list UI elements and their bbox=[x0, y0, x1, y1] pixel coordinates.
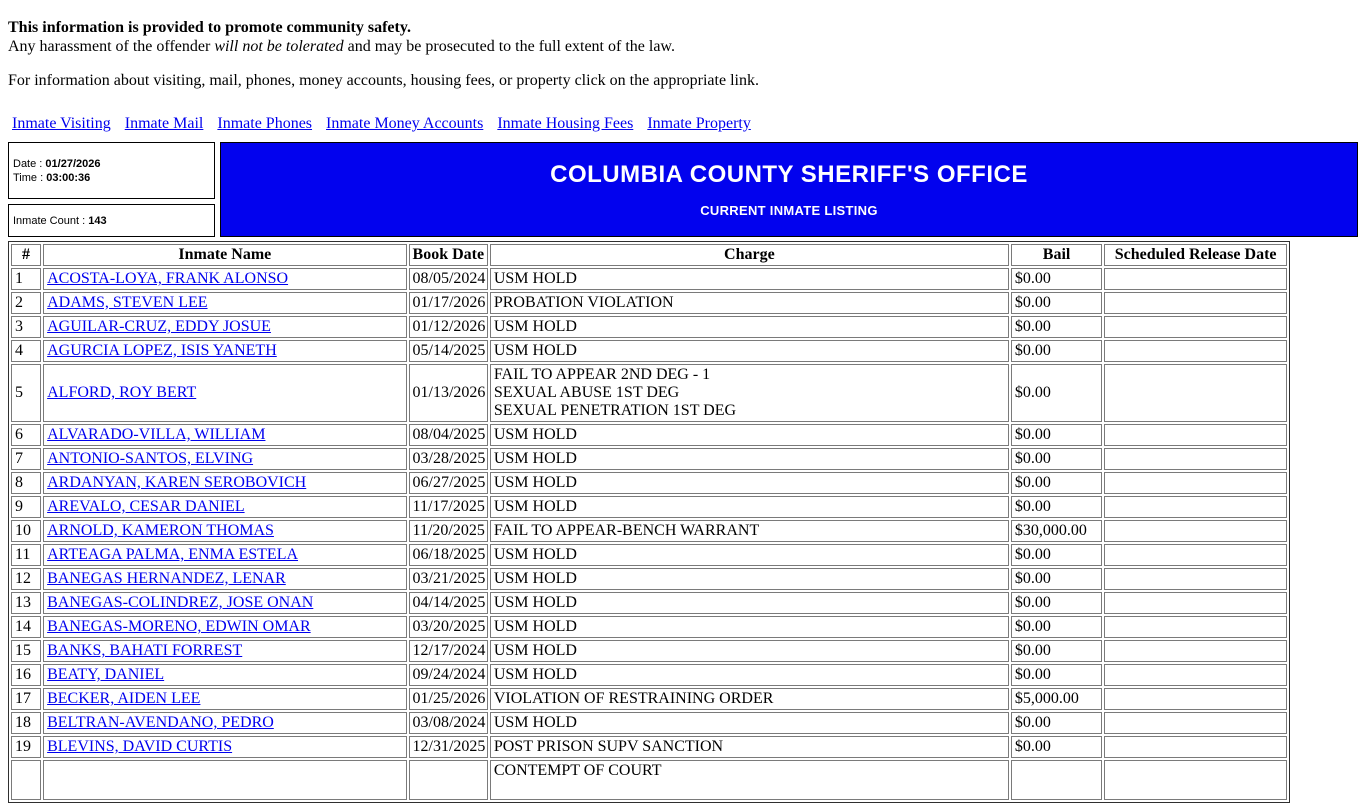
bail-cell: $0.00 bbox=[1011, 424, 1102, 446]
inmate-number-cell: 3 bbox=[11, 316, 41, 338]
charge-cell bbox=[490, 292, 1009, 314]
charge-line: FAIL TO APPEAR-BENCH WARRANT bbox=[493, 522, 760, 539]
inmate-number-cell: 7 bbox=[11, 448, 41, 470]
link-inmate-money-accounts[interactable]: Inmate Money Accounts bbox=[326, 115, 484, 132]
bail-cell: $0.00 bbox=[1011, 340, 1102, 362]
column-header-inmate-name: Inmate Name bbox=[43, 244, 406, 266]
column-header-number: # bbox=[11, 244, 41, 266]
release-date-cell bbox=[1104, 316, 1287, 338]
inmate-name-cell bbox=[43, 292, 406, 314]
book-date-cell: 12/31/2025 bbox=[409, 736, 488, 758]
table-header-row bbox=[11, 244, 1287, 266]
harassment-warning-italic: will not be tolerated bbox=[214, 38, 344, 55]
inmate-name-cell bbox=[43, 316, 406, 338]
inmate-name-cell bbox=[43, 592, 406, 614]
release-date-cell bbox=[1104, 688, 1287, 710]
table-row bbox=[11, 568, 1287, 590]
release-date-cell bbox=[1104, 364, 1287, 422]
link-inmate-housing-fees[interactable]: Inmate Housing Fees bbox=[497, 115, 634, 132]
inmate-number-cell: 9 bbox=[11, 496, 41, 518]
time-value: 03:00:36 bbox=[46, 171, 91, 184]
inmate-number-cell: 14 bbox=[11, 616, 41, 638]
book-date-cell: 03/28/2025 bbox=[409, 448, 488, 470]
bail-cell: $0.00 bbox=[1011, 736, 1102, 758]
release-date-cell bbox=[1104, 472, 1287, 494]
inmate-name-link[interactable]: BANEGAS-COLINDREZ, JOSE ONAN bbox=[47, 594, 314, 611]
charge-cell bbox=[490, 424, 1009, 446]
inmate-name-link[interactable]: ARNOLD, KAMERON THOMAS bbox=[47, 522, 274, 539]
charge-line: USM HOLD bbox=[493, 270, 577, 287]
date-line bbox=[13, 157, 210, 171]
release-date-cell bbox=[1104, 268, 1287, 290]
charge-cell bbox=[490, 664, 1009, 686]
inmate-name-link[interactable]: ARTEAGA PALMA, ENMA ESTELA bbox=[47, 546, 299, 563]
office-banner-title: COLUMBIA COUNTY SHERIFF'S OFFICE bbox=[550, 161, 1028, 188]
inmate-number-cell: 8 bbox=[11, 472, 41, 494]
table-row bbox=[11, 424, 1287, 446]
table-row bbox=[11, 736, 1287, 758]
inmate-name-link[interactable]: BANKS, BAHATI FORREST bbox=[47, 642, 243, 659]
charge-cell bbox=[490, 640, 1009, 662]
inmate-number-cell: 19 bbox=[11, 736, 41, 758]
header-left bbox=[8, 142, 215, 237]
table-row bbox=[11, 520, 1287, 542]
bail-cell: $0.00 bbox=[1011, 568, 1102, 590]
inmate-name-cell bbox=[43, 496, 406, 518]
info-line: For information about visiting, mail, phones, money accounts, housing fees, or property click on the appropriate link. bbox=[8, 72, 759, 89]
inmate-number-cell: 5 bbox=[11, 364, 41, 422]
bail-cell: $0.00 bbox=[1011, 268, 1102, 290]
charge-line: FAIL TO APPEAR 2ND DEG - 1 bbox=[493, 366, 711, 383]
book-date-cell: 01/13/2026 bbox=[409, 364, 488, 422]
bail-cell: $0.00 bbox=[1011, 712, 1102, 734]
charge-cell bbox=[490, 340, 1009, 362]
book-date-cell: 03/20/2025 bbox=[409, 616, 488, 638]
safety-notice bbox=[8, 18, 1358, 56]
release-date-cell bbox=[1104, 712, 1287, 734]
inmate-name-cell bbox=[43, 364, 406, 422]
charge-line: USM HOLD bbox=[493, 426, 577, 443]
charge-cell bbox=[490, 592, 1009, 614]
release-date-cell bbox=[1104, 340, 1287, 362]
book-date-cell: 03/08/2024 bbox=[409, 712, 488, 734]
inmate-name-link[interactable]: ARDANYAN, KAREN SEROBOVICH bbox=[47, 474, 307, 491]
table-row bbox=[11, 760, 1287, 800]
release-date-cell bbox=[1104, 568, 1287, 590]
inmate-name-link[interactable]: ANTONIO-SANTOS, ELVING bbox=[47, 450, 254, 467]
column-header-bail: Bail bbox=[1011, 244, 1102, 266]
charge-line: USM HOLD bbox=[493, 318, 577, 335]
book-date-cell: 04/14/2025 bbox=[409, 592, 488, 614]
inmate-number-cell: 2 bbox=[11, 292, 41, 314]
table-row bbox=[11, 640, 1287, 662]
charge-line: USM HOLD bbox=[493, 666, 577, 683]
book-date-cell: 08/04/2025 bbox=[409, 424, 488, 446]
charge-cell bbox=[490, 760, 1009, 800]
charge-cell bbox=[490, 736, 1009, 758]
release-date-cell bbox=[1104, 448, 1287, 470]
bail-cell: $30,000.00 bbox=[1011, 520, 1102, 542]
inmate-name-cell bbox=[43, 520, 406, 542]
inmate-table-body bbox=[11, 268, 1287, 800]
charge-cell bbox=[490, 316, 1009, 338]
inmate-name-link[interactable]: BECKER, AIDEN LEE bbox=[47, 690, 201, 707]
charge-line: PROBATION VIOLATION bbox=[493, 294, 674, 311]
table-row bbox=[11, 712, 1287, 734]
charge-line: USM HOLD bbox=[493, 498, 577, 515]
table-row bbox=[11, 292, 1287, 314]
charge-cell bbox=[490, 616, 1009, 638]
bail-cell: $0.00 bbox=[1011, 364, 1102, 422]
inmate-name-link[interactable]: ALFORD, ROY BERT bbox=[47, 384, 197, 401]
book-date-cell bbox=[409, 760, 488, 800]
book-date-cell: 09/24/2024 bbox=[409, 664, 488, 686]
inmate-name-link[interactable]: BANEGAS HERNANDEZ, LENAR bbox=[47, 570, 286, 587]
table-row bbox=[11, 268, 1287, 290]
harassment-warning-pre: Any harassment of the offender bbox=[8, 38, 215, 55]
date-label: Date : bbox=[13, 157, 43, 170]
table-row bbox=[11, 340, 1287, 362]
inmate-name-cell bbox=[43, 340, 406, 362]
inmate-count-line bbox=[13, 214, 107, 228]
inmate-name-cell bbox=[43, 424, 406, 446]
bail-cell: $0.00 bbox=[1011, 448, 1102, 470]
inmate-name-cell bbox=[43, 640, 406, 662]
table-row bbox=[11, 664, 1287, 686]
release-date-cell bbox=[1104, 592, 1287, 614]
table-row bbox=[11, 316, 1287, 338]
inmate-name-link[interactable]: BELTRAN-AVENDANO, PEDRO bbox=[47, 714, 274, 731]
charge-cell bbox=[490, 496, 1009, 518]
time-line bbox=[13, 171, 210, 185]
inmate-name-cell bbox=[43, 664, 406, 686]
release-date-cell bbox=[1104, 640, 1287, 662]
charge-cell bbox=[490, 568, 1009, 590]
link-inmate-mail[interactable]: Inmate Mail bbox=[124, 115, 204, 132]
column-header-book-date: Book Date bbox=[409, 244, 488, 266]
inmate-count-label: Inmate Count : bbox=[13, 214, 86, 227]
inmate-name-cell bbox=[43, 472, 406, 494]
inmate-name-cell bbox=[43, 616, 406, 638]
inmate-number-cell bbox=[11, 760, 41, 800]
bail-cell: $5,000.00 bbox=[1011, 688, 1102, 710]
book-date-cell: 01/25/2026 bbox=[409, 688, 488, 710]
release-date-cell bbox=[1104, 496, 1287, 518]
inmate-number-cell: 13 bbox=[11, 592, 41, 614]
inmate-name-cell bbox=[43, 712, 406, 734]
inmate-number-cell: 4 bbox=[11, 340, 41, 362]
inmate-name-link[interactable]: AGUILAR-CRUZ, EDDY JOSUE bbox=[47, 318, 271, 335]
table-row bbox=[11, 544, 1287, 566]
bail-cell: $0.00 bbox=[1011, 664, 1102, 686]
inmate-links-row bbox=[8, 114, 1358, 133]
link-inmate-property[interactable]: Inmate Property bbox=[647, 115, 751, 132]
release-date-cell bbox=[1104, 760, 1287, 800]
book-date-cell: 11/17/2025 bbox=[409, 496, 488, 518]
charge-cell bbox=[490, 544, 1009, 566]
bail-cell: $0.00 bbox=[1011, 496, 1102, 518]
inmate-name-link[interactable]: BANEGAS-MORENO, EDWIN OMAR bbox=[47, 618, 311, 635]
release-date-cell bbox=[1104, 520, 1287, 542]
inmate-name-link[interactable]: AGURCIA LOPEZ, ISIS YANETH bbox=[47, 342, 277, 359]
charge-line: SEXUAL PENETRATION 1ST DEG bbox=[493, 402, 737, 419]
charge-line: USM HOLD bbox=[493, 714, 577, 731]
inmate-name-link[interactable]: ACOSTA-LOYA, FRANK ALONSO bbox=[47, 270, 289, 287]
book-date-cell: 06/27/2025 bbox=[409, 472, 488, 494]
charge-line: USM HOLD bbox=[493, 546, 577, 563]
charge-cell bbox=[490, 688, 1009, 710]
charge-cell bbox=[490, 712, 1009, 734]
inmate-name-cell bbox=[43, 544, 406, 566]
table-row bbox=[11, 472, 1287, 494]
charge-line: USM HOLD bbox=[493, 450, 577, 467]
bail-cell: $0.00 bbox=[1011, 592, 1102, 614]
inmate-name-link[interactable]: BLEVINS, DAVID CURTIS bbox=[47, 738, 233, 755]
inmate-name-cell bbox=[43, 760, 406, 800]
release-date-cell bbox=[1104, 616, 1287, 638]
release-date-cell bbox=[1104, 292, 1287, 314]
book-date-cell: 05/14/2025 bbox=[409, 340, 488, 362]
release-date-cell bbox=[1104, 424, 1287, 446]
inmate-number-cell: 18 bbox=[11, 712, 41, 734]
office-banner-subtitle: CURRENT INMATE LISTING bbox=[700, 203, 878, 218]
charge-cell bbox=[490, 472, 1009, 494]
bail-cell: $0.00 bbox=[1011, 292, 1102, 314]
release-date-cell bbox=[1104, 664, 1287, 686]
inmate-number-cell: 12 bbox=[11, 568, 41, 590]
charge-line: USM HOLD bbox=[493, 342, 577, 359]
inmate-count-value: 143 bbox=[88, 214, 107, 227]
bail-cell: $0.00 bbox=[1011, 472, 1102, 494]
harassment-warning bbox=[8, 37, 1358, 56]
inmate-number-cell: 16 bbox=[11, 664, 41, 686]
charge-line: USM HOLD bbox=[493, 618, 577, 635]
link-inmate-phones[interactable]: Inmate Phones bbox=[217, 115, 313, 132]
charge-cell bbox=[490, 364, 1009, 422]
office-banner bbox=[220, 142, 1358, 237]
inmate-count-box bbox=[8, 204, 215, 237]
charge-line: USM HOLD bbox=[493, 474, 577, 491]
bail-cell: $0.00 bbox=[1011, 316, 1102, 338]
link-inmate-visiting[interactable]: Inmate Visiting bbox=[12, 115, 111, 132]
inmate-name-cell bbox=[43, 268, 406, 290]
header-section bbox=[8, 142, 1358, 237]
column-header-scheduled-release-date: Scheduled Release Date bbox=[1104, 244, 1287, 266]
book-date-cell: 01/12/2026 bbox=[409, 316, 488, 338]
table-row bbox=[11, 364, 1287, 422]
bail-cell bbox=[1011, 760, 1102, 800]
inmate-name-cell bbox=[43, 688, 406, 710]
inmate-name-link[interactable]: BEATY, DANIEL bbox=[47, 666, 165, 683]
charge-line: USM HOLD bbox=[493, 594, 577, 611]
inmate-number-cell: 1 bbox=[11, 268, 41, 290]
inmate-name-cell bbox=[43, 736, 406, 758]
harassment-warning-post: and may be prosecuted to the full extent of the law. bbox=[343, 38, 675, 55]
table-row bbox=[11, 496, 1287, 518]
inmate-table bbox=[8, 241, 1290, 803]
book-date-cell: 08/05/2024 bbox=[409, 268, 488, 290]
book-date-cell: 06/18/2025 bbox=[409, 544, 488, 566]
book-date-cell: 03/21/2025 bbox=[409, 568, 488, 590]
inmate-name-cell bbox=[43, 448, 406, 470]
release-date-cell bbox=[1104, 736, 1287, 758]
charge-line: VIOLATION OF RESTRAINING ORDER bbox=[493, 690, 774, 707]
book-date-cell: 11/20/2025 bbox=[409, 520, 488, 542]
table-row bbox=[11, 616, 1287, 638]
charge-line: CONTEMPT OF COURT bbox=[493, 762, 662, 779]
inmate-name-link[interactable]: AREVALO, CESAR DANIEL bbox=[47, 498, 245, 515]
inmate-name-link[interactable]: ADAMS, STEVEN LEE bbox=[47, 294, 208, 311]
table-row bbox=[11, 448, 1287, 470]
inmate-number-cell: 17 bbox=[11, 688, 41, 710]
release-date-cell bbox=[1104, 544, 1287, 566]
charge-line: USM HOLD bbox=[493, 642, 577, 659]
charge-line: POST PRISON SUPV SANCTION bbox=[493, 738, 724, 755]
charge-cell bbox=[490, 520, 1009, 542]
datetime-box bbox=[8, 142, 215, 199]
safety-notice-title: This information is provided to promote community safety. bbox=[8, 19, 411, 36]
inmate-number-cell: 15 bbox=[11, 640, 41, 662]
inmate-number-cell: 6 bbox=[11, 424, 41, 446]
book-date-cell: 01/17/2026 bbox=[409, 292, 488, 314]
inmate-name-cell bbox=[43, 568, 406, 590]
book-date-cell: 12/17/2024 bbox=[409, 640, 488, 662]
date-value: 01/27/2026 bbox=[45, 157, 101, 170]
bail-cell: $0.00 bbox=[1011, 616, 1102, 638]
charge-line: USM HOLD bbox=[493, 570, 577, 587]
charge-cell bbox=[490, 268, 1009, 290]
inmate-name-link[interactable]: ALVARADO-VILLA, WILLIAM bbox=[47, 426, 266, 443]
bail-cell: $0.00 bbox=[1011, 640, 1102, 662]
table-row bbox=[11, 688, 1287, 710]
column-header-charge: Charge bbox=[490, 244, 1009, 266]
inmate-number-cell: 11 bbox=[11, 544, 41, 566]
bail-cell: $0.00 bbox=[1011, 544, 1102, 566]
time-label: Time : bbox=[13, 171, 44, 184]
charge-cell bbox=[490, 448, 1009, 470]
table-row bbox=[11, 592, 1287, 614]
charge-line: SEXUAL ABUSE 1ST DEG bbox=[493, 384, 680, 401]
inmate-number-cell: 10 bbox=[11, 520, 41, 542]
